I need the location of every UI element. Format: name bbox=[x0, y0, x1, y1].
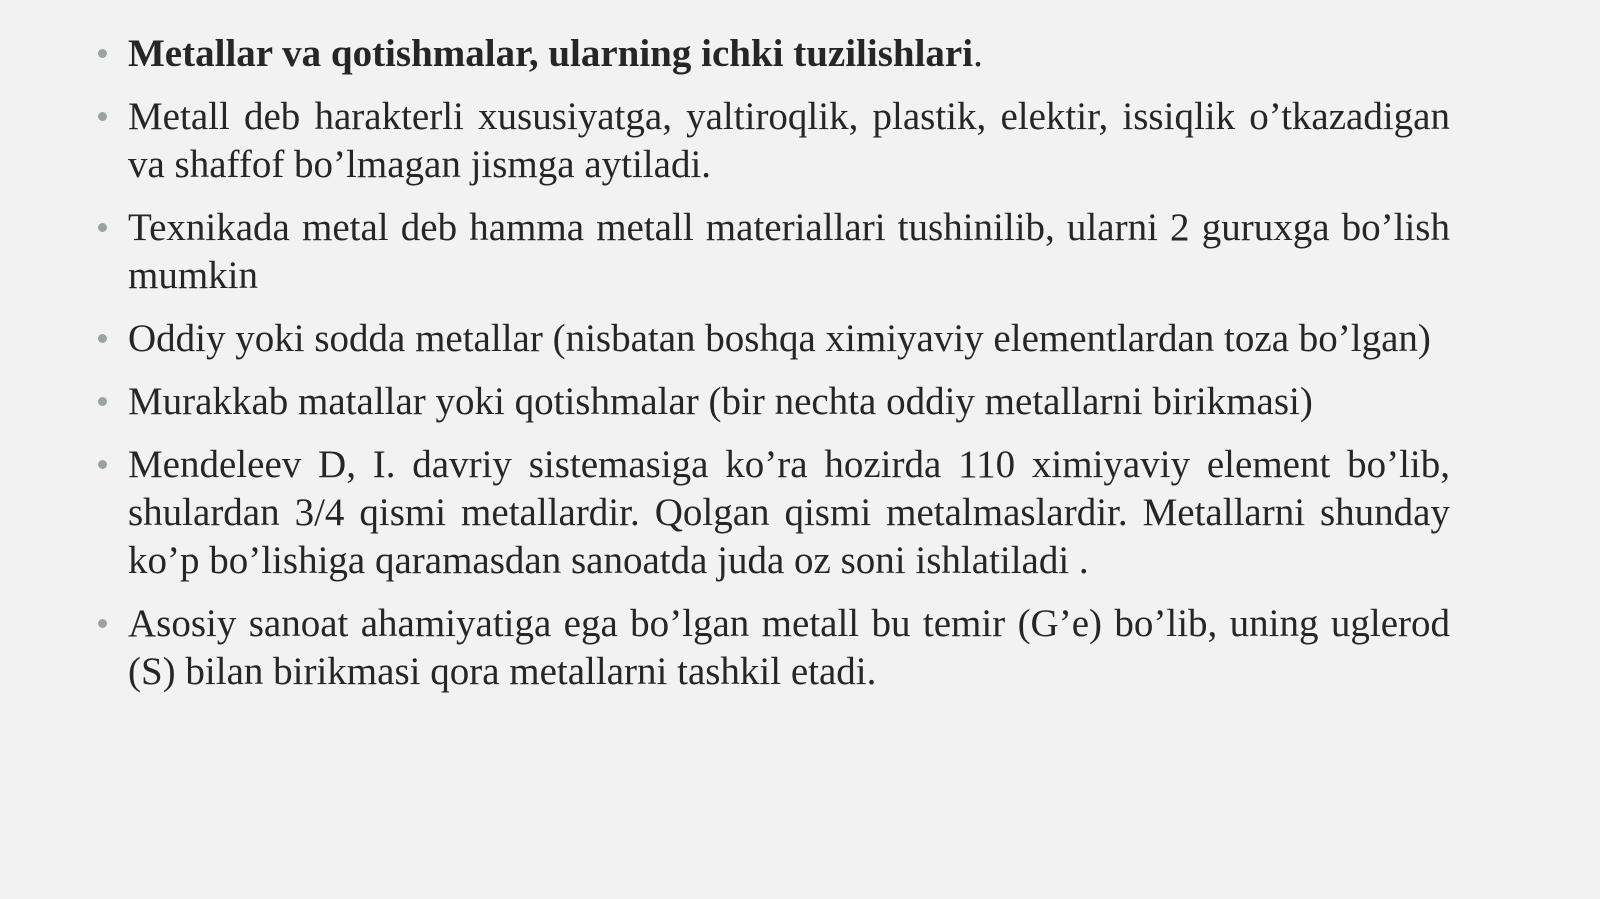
bullet-dot-icon bbox=[98, 49, 107, 58]
bullet-dot-icon bbox=[98, 223, 107, 232]
bullet-text: Asosiy sanoat ahamiyatiga ega bo’lgan metall bu temir (G’e) bo’lib, uning uglerod (S) bilan birikmasi qora metallarni tashkil etadi. bbox=[128, 602, 1450, 693]
bullet-item bbox=[96, 441, 1450, 585]
bullet-title-text: Metallar va qotishmalar, ularning ichki tuzilishlari bbox=[128, 32, 974, 75]
bullet-text: Texnikada metal deb hamma metall materiallari tushinilib, ularni 2 guruxga bo’lish mumkin bbox=[128, 206, 1450, 297]
bullet-dot-icon bbox=[98, 397, 107, 406]
bullet-item bbox=[96, 315, 1450, 363]
bullet-dot-icon bbox=[98, 334, 107, 343]
bullet-item bbox=[96, 204, 1450, 300]
bullet-text: Mendeleev D, I. davriy sistemasiga ko’ra hozirda 110 ximiyaviy element bo’lib, shulardan 3/4 qismi metallardir. Qolgan qismi metalmaslardir. Metallarni shunday ko’p bo’lishiga qaramasdan sanoatda juda oz soni ishlatiladi . bbox=[128, 443, 1450, 582]
bullet-title-suffix: . bbox=[973, 32, 983, 75]
bullet-text: Metall deb harakterli xususiyatga, yaltiroqlik, plastik, elektir, issiqlik o’tkazadigan va shaffof bo’lmagan jismga aytiladi. bbox=[128, 95, 1450, 186]
bullet-item bbox=[96, 600, 1450, 696]
bullet-item bbox=[96, 93, 1450, 189]
bullet-item bbox=[96, 378, 1450, 426]
bullet-list bbox=[96, 30, 1450, 711]
bullet-dot-icon bbox=[98, 460, 107, 469]
bullet-text: Oddiy yoki sodda metallar (nisbatan boshqa ximiyaviy elementlardan toza bo’lgan) bbox=[128, 317, 1431, 360]
bullet-item-title bbox=[96, 30, 1450, 78]
bullet-dot-icon bbox=[98, 619, 107, 628]
bullet-dot-icon bbox=[98, 112, 107, 121]
bullet-text: Murakkab matallar yoki qotishmalar (bir nechta oddiy metallarni birikmasi) bbox=[128, 380, 1313, 423]
